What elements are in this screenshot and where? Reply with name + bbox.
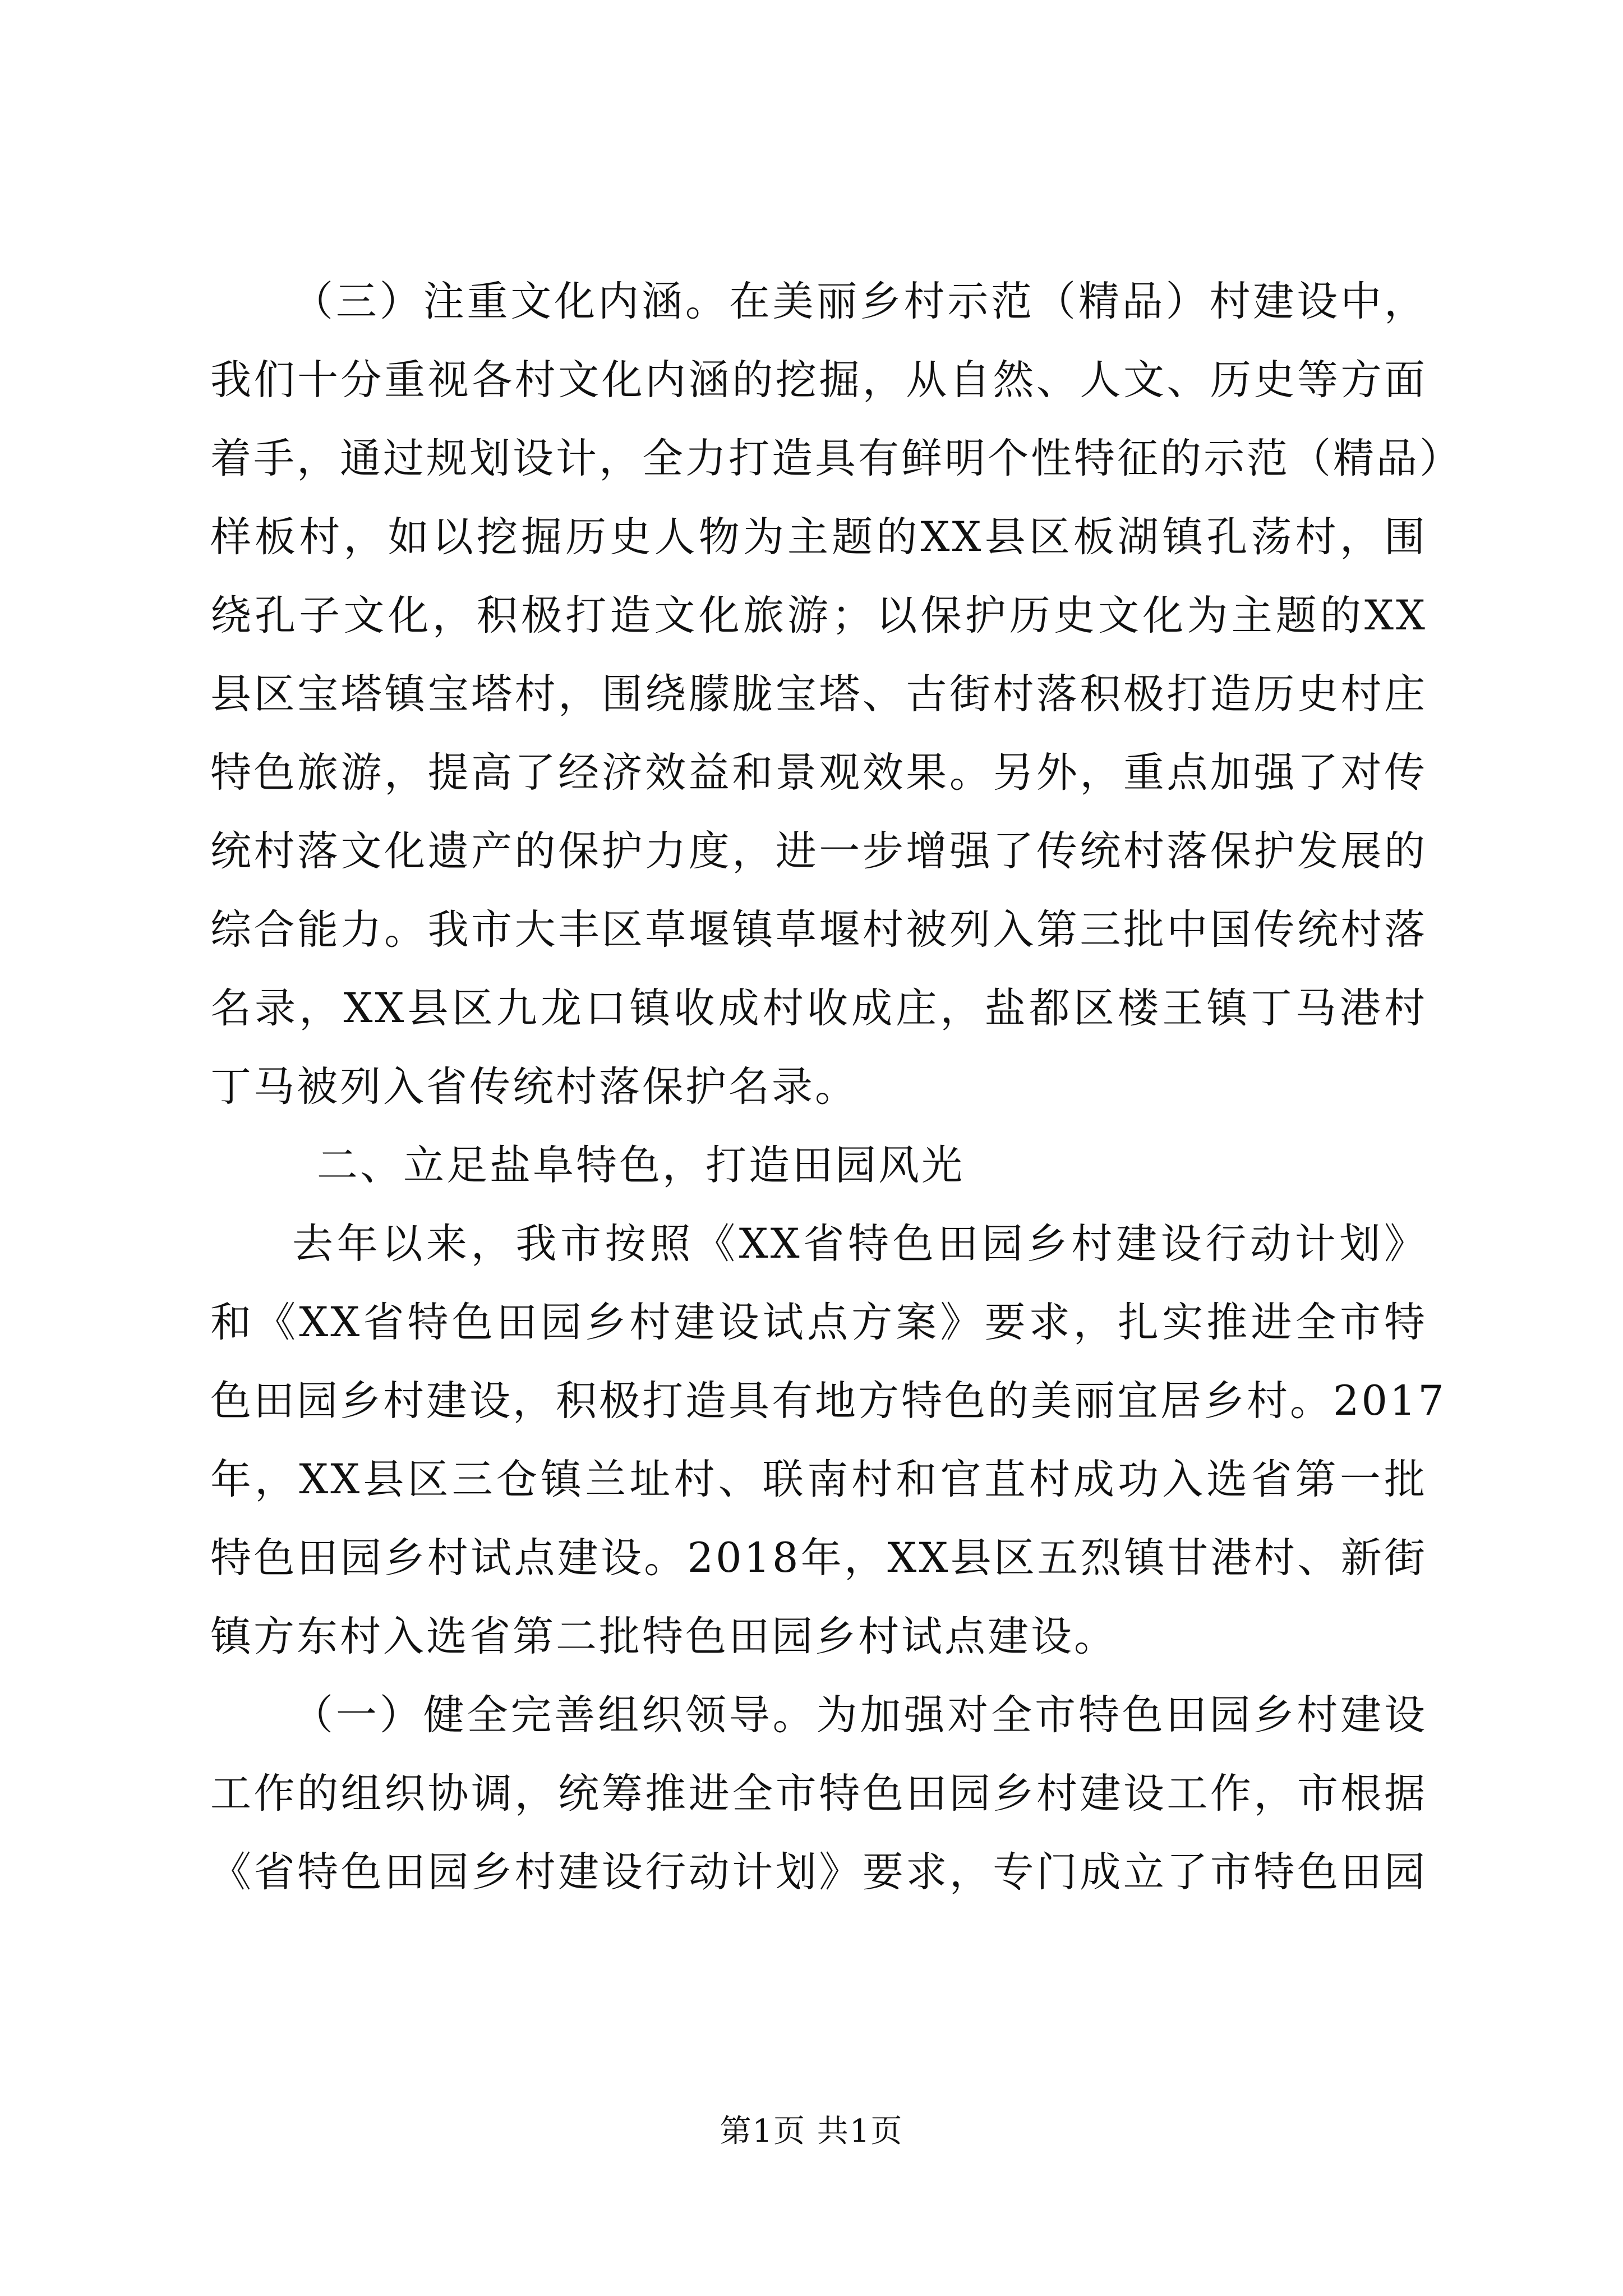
text-line: 我们十分重视各村文化内涵的挖掘，从自然、人文、历史等方面 bbox=[210, 356, 1427, 404]
text-line: 着手，通过规划设计，全力打造具有鲜明个性特征的示范（精品） bbox=[210, 435, 1463, 482]
text-line: 《省特色田园乡村建设行动计划》要求，专门成立了市特色田园 bbox=[210, 1848, 1427, 1896]
text-line: 特色旅游，提高了经济效益和景观效果。另外，重点加强了对传 bbox=[210, 749, 1427, 797]
text-line: 年，XX县区三仓镇兰址村、联南村和官苴村成功入选省第一批 bbox=[210, 1456, 1427, 1503]
text-line: 绕孔子文化，积极打造文化旅游；以保护历史文化为主题的XX bbox=[210, 592, 1427, 639]
section-heading: 二、立足盐阜特色，打造田园风光 bbox=[317, 1142, 965, 1189]
text-line: 丁马被列入省传统村落保护名录。 bbox=[210, 1063, 858, 1111]
text-line: 县区宝塔镇宝塔村，围绕朦胧宝塔、古街村落积极打造历史村庄 bbox=[210, 670, 1427, 718]
page-footer: 第1页 共1页 bbox=[720, 2113, 903, 2150]
text-line: 工作的组织协调，统筹推进全市特色田园乡村建设工作，市根据 bbox=[210, 1770, 1427, 1818]
text-line: 色田园乡村建设，积极打造具有地方特色的美丽宜居乡村。2017 bbox=[210, 1377, 1446, 1425]
text-line: 样板村，如以挖掘历史人物为主题的XX县区板湖镇孔荡村，围 bbox=[210, 513, 1427, 561]
text-line: 去年以来，我市按照《XX省特色田园乡村建设行动计划》 bbox=[292, 1220, 1427, 1268]
text-line: 特色田园乡村试点建设。2018年，XX县区五烈镇甘港村、新街 bbox=[210, 1534, 1427, 1582]
text-line: 镇方东村入选省第二批特色田园乡村试点建设。 bbox=[210, 1613, 1117, 1660]
text-line: 综合能力。我市大丰区草堰镇草堰村被列入第三批中国传统村落 bbox=[210, 906, 1427, 954]
text-line: 和《XX省特色田园乡村建设试点方案》要求，扎实推进全市特 bbox=[210, 1299, 1427, 1346]
text-line: 名录，XX县区九龙口镇收成村收成庄，盐都区楼王镇丁马港村 bbox=[210, 984, 1427, 1032]
text-line: （三）注重文化内涵。在美丽乡村示范（精品）村建设中， bbox=[292, 278, 1427, 325]
text-line: （一）健全完善组织领导。为加强对全市特色田园乡村建设 bbox=[292, 1691, 1427, 1739]
document-body bbox=[210, 263, 1463, 1912]
text-line: 统村落文化遗产的保护力度，进一步增强了传统村落保护发展的 bbox=[210, 827, 1427, 875]
